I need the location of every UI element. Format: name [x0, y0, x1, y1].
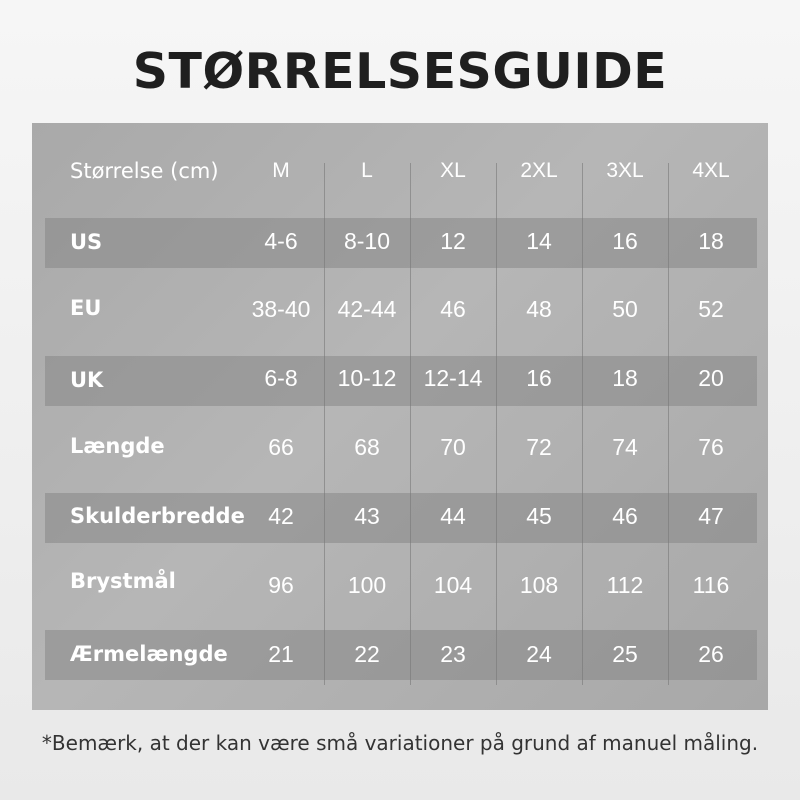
table-cell: 46 [440, 296, 466, 322]
table-cell: 6-8 [264, 365, 298, 391]
table-cell: 70 [440, 434, 466, 460]
table-cell: 18 [698, 228, 724, 254]
table-cell: 42-44 [337, 296, 397, 322]
table-cell: 108 [519, 572, 559, 598]
column-header-3xl: 3XL [606, 159, 644, 182]
header-label: Størrelse (cm) [70, 159, 219, 183]
table-cell: 10-12 [337, 365, 397, 391]
row-label-sleeve-length: Ærmelængde [70, 642, 228, 666]
table-cell: 22 [354, 641, 380, 667]
table-cell: 8-10 [343, 228, 391, 254]
column-header-l: L [361, 159, 373, 182]
column-header-4xl: 4XL [692, 159, 730, 182]
footnote: *Bemærk, at der kan være små variationer på grund af manuel måling. [41, 731, 759, 755]
table-cell: 96 [268, 572, 294, 598]
table-cell: 116 [692, 572, 730, 598]
table-cell: 74 [612, 434, 638, 460]
size-table [32, 123, 768, 710]
table-cell: 12-14 [423, 365, 483, 391]
table-cell: 18 [612, 365, 638, 391]
table-cell: 25 [612, 641, 638, 667]
table-cell: 68 [354, 434, 380, 460]
table-cell: 47 [698, 503, 724, 529]
table-cell: 43 [354, 503, 380, 529]
row-label-length: Længde [70, 434, 165, 458]
table-cell: 104 [433, 572, 473, 598]
table-cell: 21 [268, 641, 294, 667]
page-title: STØRRELSESGUIDE [132, 43, 668, 100]
table-cell: 100 [347, 572, 387, 598]
column-header-m: M [272, 159, 290, 182]
table-cell: 42 [268, 503, 294, 529]
table-cell: 72 [526, 434, 552, 460]
table-cell: 23 [440, 641, 466, 667]
table-cell: 16 [612, 228, 638, 254]
table-cell: 48 [526, 296, 552, 322]
table-cell: 38-40 [251, 296, 311, 322]
row-label-eu: EU [70, 296, 102, 320]
table-cell: 14 [526, 228, 552, 254]
row-label-shoulder-width: Skulderbredde [70, 504, 245, 528]
row-label-us: US [70, 230, 103, 254]
table-cell: 24 [526, 641, 552, 667]
table-cell: 66 [268, 434, 294, 460]
table-cell: 50 [612, 296, 638, 322]
table-cell: 76 [698, 434, 724, 460]
row-label-chest: Brystmål [70, 569, 176, 593]
table-cell: 45 [526, 503, 552, 529]
row-label-uk: UK [70, 368, 104, 392]
table-cell: 4-6 [264, 228, 298, 254]
table-cell: 16 [526, 365, 552, 391]
table-cell: 46 [612, 503, 638, 529]
table-cell: 20 [698, 365, 724, 391]
table-cell: 12 [440, 228, 466, 254]
table-cell: 44 [440, 503, 466, 529]
table-cell: 52 [698, 296, 724, 322]
column-header-2xl: 2XL [520, 159, 558, 182]
table-cell: 112 [606, 572, 644, 598]
column-header-xl: XL [440, 159, 466, 182]
table-cell: 26 [698, 641, 724, 667]
